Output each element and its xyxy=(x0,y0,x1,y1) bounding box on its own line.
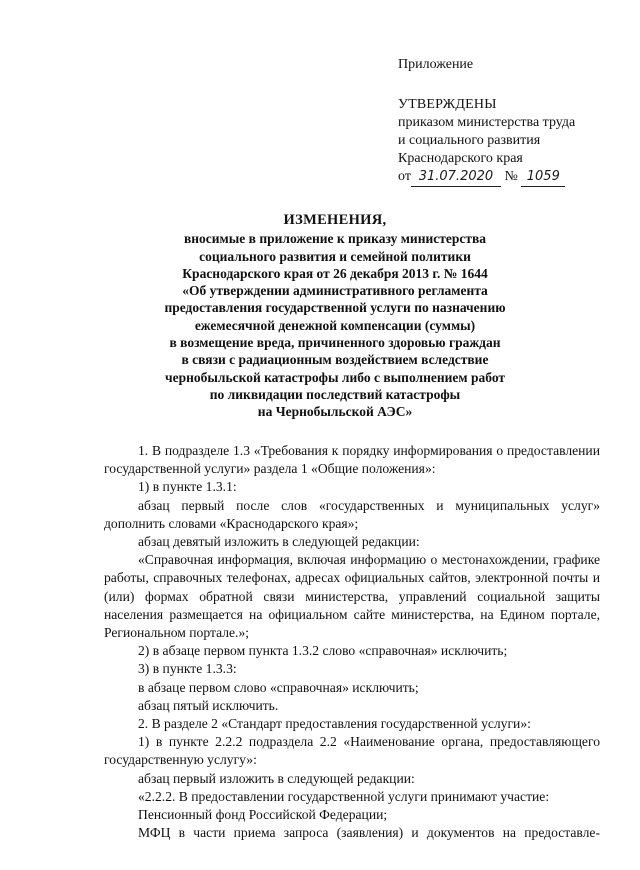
paragraph: МФЦ в части приема запроса (заявления) и документов на предоставле- xyxy=(138,825,600,841)
from-prefix: от xyxy=(398,169,411,184)
paragraph: 2. В разделе 2 «Стандарт предоставления государственной услуги»: xyxy=(138,716,531,732)
title-line: в связи с радиационным воздействием вследствие xyxy=(181,352,489,368)
paragraph: 1) в пункте 1.3.1: xyxy=(138,479,237,495)
title-line: по ликвидации последствий катастрофы xyxy=(209,386,461,402)
title-line: социального развития и семейной политики xyxy=(199,248,471,264)
paragraph: 1) в пункте 2.2.2 подраздела 2.2 «Наименование органа, предоставляющего государственную услугу»: xyxy=(104,734,600,768)
paragraph: абзац первый изложить в следующей редакции: xyxy=(138,770,415,786)
paragraph: абзац пятый исключить. xyxy=(138,697,279,713)
paragraph: «2.2.2. В предоставлении государственной услуги принимают участие: xyxy=(138,788,550,804)
document-body xyxy=(104,442,600,842)
paragraph: Пенсионный фонд Российской Федерации; xyxy=(138,807,388,823)
paragraph: 3) в пункте 1.3.3: xyxy=(138,661,237,677)
paragraph: 2) в абзаце первом пункта 1.3.2 слово «справочная» исключить; xyxy=(138,643,508,659)
title-line: предоставления государственной услуги по назначению xyxy=(164,300,506,316)
paragraph: абзац девятый изложить в следующей редакции: xyxy=(138,534,420,550)
document-title xyxy=(80,212,590,421)
title-line: ежемесячной денежной компенсации (суммы) xyxy=(194,317,476,333)
order-date-number-line xyxy=(398,168,628,187)
approved-by-line-1: приказом министерства труда xyxy=(398,115,576,130)
number-sign: № xyxy=(504,169,518,184)
paragraph: «Справочная информация, включая информацию о местонахождении, графике работы, справочных телефонах, адресах официальных сайтов, электронной почты и (или) формах обратной связи министерства, управлений социальной защиты населения размещается на официальном сайте министерства, на Едином портале, Региональном портале.»; xyxy=(104,552,600,641)
paragraph: абзац первый после слов «государственных и муниципальных услуг» дополнить словами «Краснодарского края»; xyxy=(104,497,600,531)
handwritten-date: 31.07.2020 xyxy=(411,168,501,187)
title-line: вносимые в приложение к приказу министерства xyxy=(183,231,487,247)
title-line: на Чернобыльской АЭС» xyxy=(257,404,413,420)
paragraph: 1. В подразделе 1.3 «Требования к порядку информирования о предоставлении государственной услуги» раздела 1 «Общие положения»: xyxy=(104,443,600,477)
attachment-label: Приложение xyxy=(398,57,474,72)
approved-by-line-3: Краснодарского края xyxy=(398,151,523,166)
title-line: в возмещение вреда, причиненного здоровью граждан xyxy=(169,335,501,351)
title-line: «Об утверждении административного регламента xyxy=(182,283,488,299)
paragraph: в абзаце первом слово «справочная» исключить; xyxy=(138,679,419,695)
title-line: чернобыльской катастрофы либо с выполнением работ xyxy=(164,369,506,385)
handwritten-order-number: 1059 xyxy=(521,168,565,187)
approved-label: УТВЕРЖДЕНЫ xyxy=(398,97,497,112)
approved-by-line-2: и социального развития xyxy=(398,133,541,148)
title-line: Краснодарского края от 26 декабря 2013 г. № 1644 xyxy=(182,265,488,281)
title-heading: ИЗМЕНЕНИЯ, xyxy=(283,212,387,228)
approval-stamp-block xyxy=(398,56,628,187)
